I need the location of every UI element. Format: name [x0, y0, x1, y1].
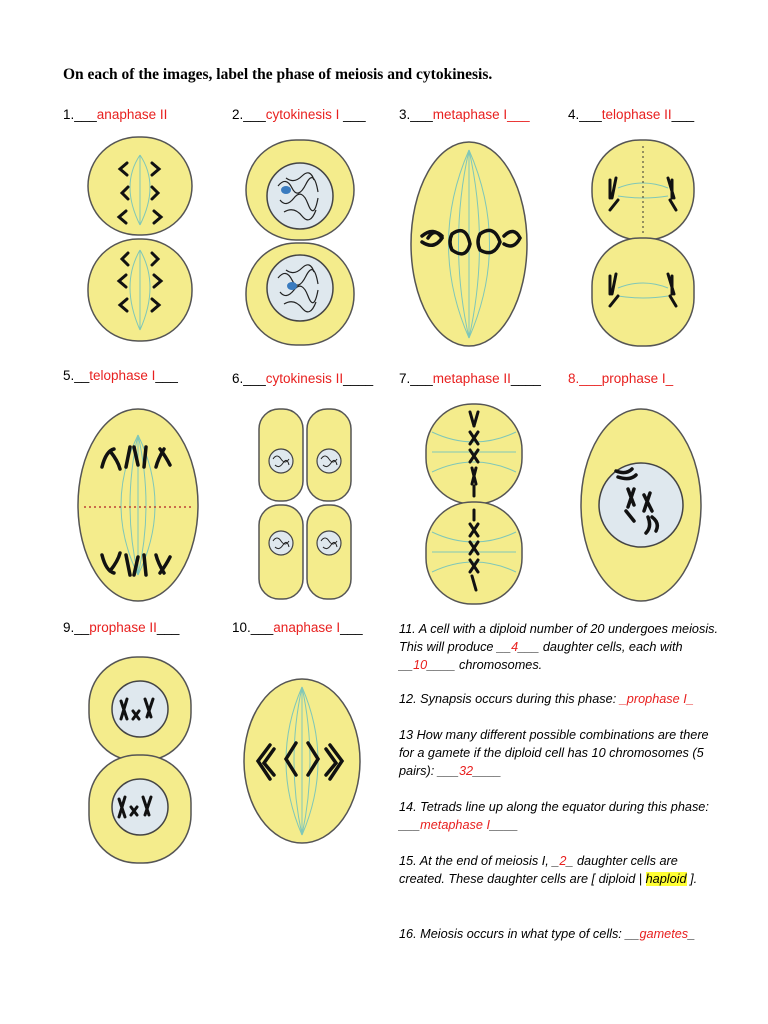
cell-image-anaphase-i	[240, 675, 364, 847]
label-8: 8.___prophase I_	[568, 371, 674, 386]
cell-image-metaphase-ii	[422, 402, 526, 608]
label-6: 6.___cytokinesis II____	[232, 371, 374, 386]
question-14: 14. Tetrads line up along the equator during this phase: ___metaphase I____	[399, 800, 709, 832]
question-16: 16. Meiosis occurs in what type of cells: __gametes_	[399, 927, 696, 941]
label-2: 2.___cytokinesis I ___	[232, 107, 366, 122]
cell-image-anaphase-ii	[80, 135, 200, 345]
label-10: 10.___anaphase I___	[232, 620, 363, 635]
cell-image-prophase-i	[578, 405, 704, 605]
worksheet-title: On each of the images, label the phase of meiosis and cytokinesis.	[63, 66, 493, 83]
question-11: 11. A cell with a diploid number of 20 undergoes meiosis. This will produce __4___ daughter cells, each with __10____ chromosomes.	[399, 622, 719, 672]
cell-image-prophase-ii	[85, 655, 195, 867]
cell-image-cytokinesis-ii	[255, 405, 355, 605]
cell-image-telophase-ii	[588, 138, 698, 350]
cell-image-metaphase-i	[408, 138, 530, 350]
label-1: 1.___anaphase II	[63, 107, 168, 122]
cell-image-telophase-i	[74, 405, 202, 605]
cell-image-cytokinesis-i	[240, 138, 360, 348]
label-5: 5.__telophase I___	[63, 368, 178, 383]
label-3: 3.___metaphase I___	[399, 107, 530, 122]
label-7: 7.___metaphase II____	[399, 371, 541, 386]
label-9: 9.__prophase II___	[63, 620, 180, 635]
question-13: 13 How many different possible combinations are there for a gamete if the diploid cell has 10 chromosomes (5 pairs): ___32____	[399, 728, 709, 778]
question-15: 15. At the end of meiosis I, _2_ daughter cells are created. These daughter cells are [ diploid | haploid ].	[399, 854, 698, 886]
label-4: 4.___telophase II___	[568, 107, 695, 122]
question-12: 12. Synapsis occurs during this phase: _prophase I_	[399, 692, 694, 706]
